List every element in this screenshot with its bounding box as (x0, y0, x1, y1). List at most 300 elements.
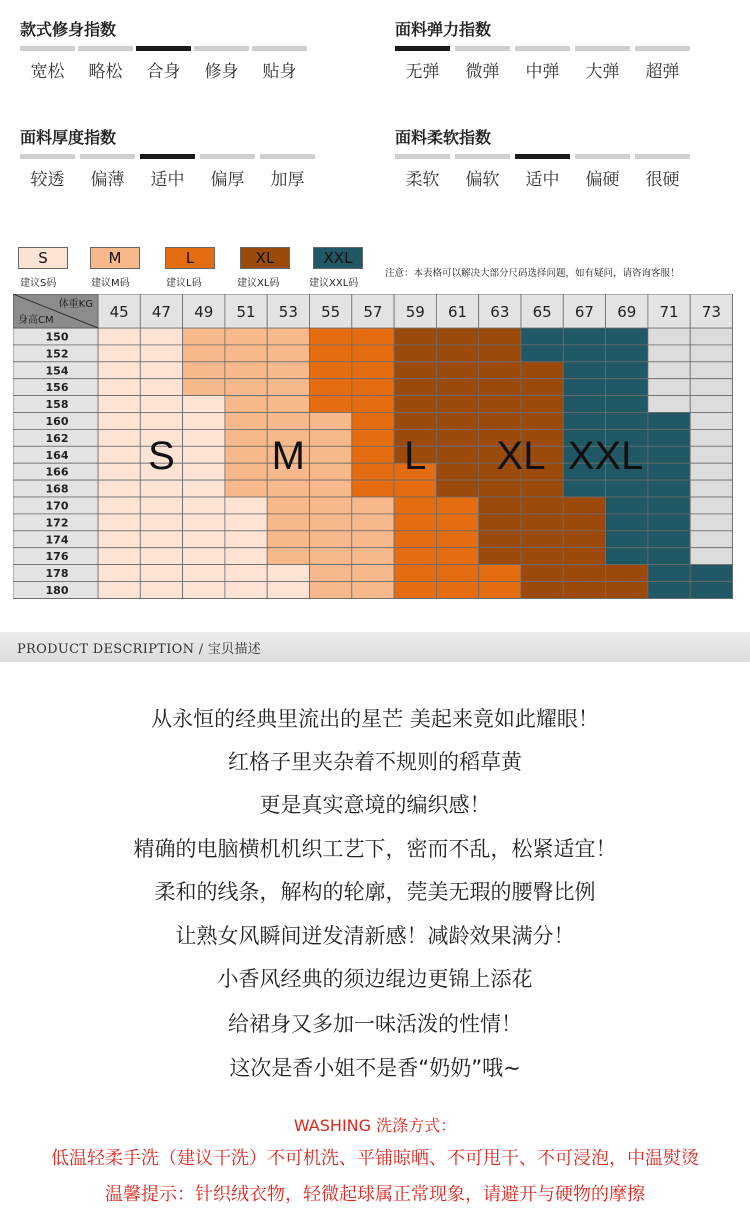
chart-cell (563, 548, 605, 565)
chart-cell (521, 582, 563, 599)
chart-cell (394, 565, 436, 582)
chart-cell (98, 548, 140, 565)
weight-axis-label: 体重KG (58, 299, 93, 310)
chart-cell (690, 379, 732, 396)
chart-cell (606, 497, 648, 514)
chart-cell (98, 429, 140, 446)
height-tick-label: 176 (45, 550, 69, 564)
weight-tick-label: 59 (405, 303, 425, 321)
height-tick-label: 154 (45, 364, 69, 378)
chart-cell (563, 396, 605, 413)
chart-cell (310, 548, 352, 565)
chart-cell (183, 328, 225, 345)
fit-index-bar (136, 46, 191, 51)
chart-cell (140, 582, 182, 599)
thickness-option: 加厚 (270, 170, 305, 190)
chart-cell (98, 565, 140, 582)
stretch-index-title: 面料弹力指数 (395, 20, 492, 39)
weight-tick-label: 45 (109, 303, 129, 321)
stretch-option: 微弹 (465, 62, 500, 82)
fit-index-bar (78, 46, 133, 51)
chart-cell (648, 446, 690, 463)
chart-cell (352, 362, 394, 379)
chart-cell (648, 396, 690, 413)
chart-cell (394, 548, 436, 565)
chart-cell (140, 379, 182, 396)
softness-index-bar (515, 154, 570, 159)
size-swatch-l: L (165, 247, 215, 269)
chart-cell (648, 413, 690, 430)
size-caption-l: 建议L码 (166, 278, 202, 289)
chart-cell (183, 362, 225, 379)
thickness-option: 偏薄 (90, 170, 125, 190)
chart-cell (606, 362, 648, 379)
description-line: 小香风经典的须边绲边更锦上添花 (217, 967, 533, 991)
chart-cell (183, 413, 225, 430)
size-swatch-m: M (90, 247, 140, 269)
chart-cell (394, 480, 436, 497)
stretch-index-bar (515, 46, 570, 51)
chart-cell (479, 345, 521, 362)
chart-cell (606, 565, 648, 582)
chart-cell (394, 345, 436, 362)
chart-cell (310, 446, 352, 463)
chart-cell (648, 379, 690, 396)
chart-cell (140, 328, 182, 345)
chart-cell (606, 413, 648, 430)
chart-cell (563, 345, 605, 362)
height-tick-label: 172 (45, 516, 69, 530)
stretch-index-bar (395, 46, 450, 51)
chart-cell (479, 480, 521, 497)
height-tick-label: 158 (45, 398, 69, 412)
description-line: 精确的电脑横机机织工艺下，密而不乱，松紧适宜！ (133, 837, 617, 861)
description-line: 红格子里夹杂着不规则的稻草黄 (228, 750, 522, 774)
chart-cell (267, 565, 309, 582)
description-line: 更是真实意境的编织感！ (259, 793, 491, 817)
chart-cell (225, 328, 267, 345)
height-tick-label: 166 (45, 465, 69, 479)
chart-cell (183, 379, 225, 396)
weight-tick-label: 69 (617, 303, 637, 321)
size-caption-s: 建议S码 (20, 278, 57, 289)
stretch-option: 中弹 (525, 62, 560, 82)
height-tick-label: 170 (45, 499, 69, 513)
chart-cell (310, 328, 352, 345)
chart-cell (140, 531, 182, 548)
chart-cell (521, 531, 563, 548)
weight-tick-label: 53 (278, 303, 298, 321)
chart-cell (394, 582, 436, 599)
weight-tick-label: 63 (490, 303, 510, 321)
chart-cell (606, 582, 648, 599)
weight-tick-label: 57 (363, 303, 383, 321)
chart-cell (183, 429, 225, 446)
height-tick-label: 164 (45, 448, 69, 462)
chart-cell (690, 548, 732, 565)
fit-index-bar (20, 46, 75, 51)
description-title: PRODUCT DESCRIPTION / 宝贝描述 (17, 642, 262, 657)
chart-cell (436, 548, 478, 565)
stretch-option: 无弹 (405, 62, 440, 82)
chart-cell (479, 396, 521, 413)
chart-cell (183, 497, 225, 514)
height-tick-label: 160 (45, 415, 69, 428)
chart-cell (690, 362, 732, 379)
softness-option: 偏软 (465, 170, 500, 190)
chart-cell (648, 429, 690, 446)
chart-cell (436, 328, 478, 345)
chart-cell (563, 480, 605, 497)
chart-cell (690, 345, 732, 362)
chart-cell (140, 362, 182, 379)
chart-cell (690, 328, 732, 345)
chart-cell (648, 531, 690, 548)
chart-cell (648, 328, 690, 345)
chart-cell (648, 480, 690, 497)
chart-cell (648, 514, 690, 531)
chart-cell (690, 396, 732, 413)
chart-cell (394, 514, 436, 531)
chart-cell (521, 413, 563, 430)
chart-cell (98, 328, 140, 345)
weight-tick-label: 61 (448, 303, 468, 321)
chart-cell (98, 463, 140, 480)
fit-option: 宽松 (30, 62, 65, 82)
chart-cell (267, 345, 309, 362)
chart-cell (183, 480, 225, 497)
chart-cell (606, 328, 648, 345)
washing-title: WASHING 洗涤方式： (293, 1116, 457, 1135)
chart-cell (225, 497, 267, 514)
chart-cell (648, 582, 690, 599)
chart-cell (563, 565, 605, 582)
chart-cell (225, 480, 267, 497)
thickness-option: 较透 (30, 170, 65, 190)
chart-cell (98, 396, 140, 413)
chart-cell (310, 565, 352, 582)
chart-cell (267, 480, 309, 497)
chart-cell (140, 480, 182, 497)
chart-cell (310, 413, 352, 430)
chart-cell (98, 413, 140, 430)
fit-index-title: 款式修身指数 (20, 20, 117, 39)
chart-cell (310, 379, 352, 396)
chart-cell (394, 413, 436, 430)
fit-option: 略松 (88, 62, 123, 82)
fit-option: 贴身 (262, 62, 297, 82)
chart-cell (690, 413, 732, 430)
chart-cell (183, 446, 225, 463)
chart-cell (267, 379, 309, 396)
chart-cell (690, 480, 732, 497)
chart-cell (394, 362, 436, 379)
chart-cell (310, 497, 352, 514)
description-line: 让熟女风瞬间迸发清新感！减龄效果满分！ (175, 924, 575, 948)
chart-cell (436, 565, 478, 582)
chart-cell (267, 328, 309, 345)
chart-cell (606, 548, 648, 565)
chart-cell (183, 396, 225, 413)
chart-cell (648, 362, 690, 379)
description-line: 这次是香小姐不是香“奶奶”哦~ (229, 1056, 521, 1080)
chart-cell (648, 345, 690, 362)
chart-cell (436, 362, 478, 379)
fit-index-bar (252, 46, 307, 51)
chart-cell (521, 497, 563, 514)
chart-cell (479, 497, 521, 514)
chart-cell (479, 328, 521, 345)
chart-cell (98, 446, 140, 463)
chart-cell (267, 497, 309, 514)
chart-cell (690, 497, 732, 514)
weight-tick-label: 47 (151, 303, 171, 321)
size-chart (13, 294, 733, 599)
chart-cell (352, 379, 394, 396)
chart-cell (352, 429, 394, 446)
chart-cell (352, 463, 394, 480)
height-tick-label: 162 (45, 431, 69, 445)
stretch-option: 大弹 (585, 62, 620, 82)
chart-cell (140, 396, 182, 413)
chart-cell (98, 497, 140, 514)
chart-cell (310, 362, 352, 379)
description-line: 给裙身又多加一味活泼的性情！ (228, 1012, 522, 1036)
chart-cell (394, 497, 436, 514)
washing-tip: 温馨提示：针织绒衣物，轻微起球属正常现象，请避开与硬物的摩擦 (105, 1184, 645, 1205)
chart-cell (690, 514, 732, 531)
chart-cell (606, 396, 648, 413)
chart-cell (352, 396, 394, 413)
chart-cell (521, 565, 563, 582)
chart-cell (183, 531, 225, 548)
chart-cell (267, 396, 309, 413)
chart-cell (310, 531, 352, 548)
chart-cell (690, 582, 732, 599)
chart-cell (225, 565, 267, 582)
chart-cell (140, 514, 182, 531)
chart-cell (563, 328, 605, 345)
chart-cell (521, 396, 563, 413)
chart-cell (267, 514, 309, 531)
chart-cell (98, 362, 140, 379)
softness-option: 适中 (525, 170, 560, 190)
chart-cell (183, 463, 225, 480)
chart-cell (436, 396, 478, 413)
chart-cell (479, 531, 521, 548)
chart-cell (352, 446, 394, 463)
softness-index-bar (575, 154, 630, 159)
chart-cell (690, 429, 732, 446)
chart-cell (352, 565, 394, 582)
fit-option: 修身 (204, 62, 239, 82)
chart-cell (225, 362, 267, 379)
chart-cell (394, 531, 436, 548)
thickness-index-bar (80, 154, 135, 159)
chart-cell (183, 548, 225, 565)
chart-cell (225, 463, 267, 480)
size-region-label: L (404, 433, 427, 478)
chart-cell (479, 514, 521, 531)
thickness-index-bar (20, 154, 75, 159)
chart-cell (436, 429, 478, 446)
chart-cell (267, 531, 309, 548)
chart-cell (310, 480, 352, 497)
chart-cell (225, 548, 267, 565)
chart-cell (436, 497, 478, 514)
chart-cell (98, 582, 140, 599)
chart-cell (225, 345, 267, 362)
chart-cell (436, 413, 478, 430)
chart-cell (183, 565, 225, 582)
chart-cell (352, 514, 394, 531)
chart-cell (140, 413, 182, 430)
chart-cell (140, 548, 182, 565)
fit-index-bar (194, 46, 249, 51)
size-swatch-xl: XL (240, 247, 290, 269)
thickness-index-bar (140, 154, 195, 159)
chart-cell (394, 328, 436, 345)
chart-cell (183, 582, 225, 599)
chart-cell (436, 531, 478, 548)
chart-cell (436, 582, 478, 599)
chart-cell (563, 497, 605, 514)
chart-cell (648, 463, 690, 480)
chart-cell (563, 413, 605, 430)
chart-cell (436, 446, 478, 463)
chart-cell (690, 565, 732, 582)
chart-cell (563, 379, 605, 396)
chart-cell (310, 429, 352, 446)
chart-cell (310, 345, 352, 362)
size-caption-xxl: 建议XXL码 (309, 278, 359, 289)
chart-cell (648, 565, 690, 582)
softness-option: 很硬 (645, 170, 680, 190)
chart-cell (690, 531, 732, 548)
chart-cell (140, 497, 182, 514)
softness-option: 柔软 (405, 170, 440, 190)
chart-cell (267, 582, 309, 599)
chart-cell (98, 514, 140, 531)
weight-tick-label: 51 (236, 303, 256, 321)
description-line: 柔和的线条，解构的轮廓，莞美无瑕的腰臀比例 (154, 880, 596, 904)
chart-cell (225, 396, 267, 413)
chart-cell (521, 514, 563, 531)
chart-cell (690, 463, 732, 480)
size-swatch-xxl: XXL (313, 247, 363, 269)
chart-cell (479, 413, 521, 430)
chart-cell (352, 480, 394, 497)
chart-cell (563, 582, 605, 599)
chart-cell (140, 565, 182, 582)
stretch-option: 超弹 (645, 62, 680, 82)
chart-cell (140, 345, 182, 362)
height-axis-label: 身高CM (18, 315, 54, 326)
chart-cell (352, 497, 394, 514)
chart-cell (436, 345, 478, 362)
softness-index-bar (635, 154, 690, 159)
chart-cell (310, 582, 352, 599)
chart-cell (352, 548, 394, 565)
stretch-index-bar (575, 46, 630, 51)
chart-cell (563, 362, 605, 379)
chart-cell (436, 480, 478, 497)
size-region-label: XXL (567, 433, 644, 478)
softness-option: 偏硬 (585, 170, 620, 190)
size-region-label: S (148, 433, 175, 478)
chart-cell (267, 362, 309, 379)
chart-cell (521, 480, 563, 497)
height-tick-label: 180 (45, 584, 69, 597)
chart-cell (225, 413, 267, 430)
chart-cell (606, 480, 648, 497)
chart-cell (98, 345, 140, 362)
chart-cell (98, 480, 140, 497)
chart-cell (310, 396, 352, 413)
chart-cell (479, 565, 521, 582)
chart-cell (352, 413, 394, 430)
height-tick-label: 150 (45, 330, 69, 344)
chart-cell (183, 345, 225, 362)
chart-cell (521, 379, 563, 396)
stretch-index-bar (455, 46, 510, 51)
chart-cell (648, 548, 690, 565)
chart-cell (648, 497, 690, 514)
chart-cell (606, 345, 648, 362)
chart-cell (606, 514, 648, 531)
chart-cell (606, 379, 648, 396)
weight-tick-label: 73 (701, 303, 721, 321)
height-tick-label: 178 (45, 567, 69, 581)
chart-cell (521, 362, 563, 379)
chart-cell (98, 379, 140, 396)
height-tick-label: 152 (45, 347, 69, 361)
chart-cell (225, 514, 267, 531)
height-tick-label: 168 (45, 482, 69, 496)
chart-cell (352, 531, 394, 548)
chart-cell (98, 531, 140, 548)
size-caption-xl: 建议XL码 (237, 278, 280, 289)
size-notice: 注意：本表格可以解决大部分尺码选择问题，如有疑问，请咨询客服！ (385, 268, 680, 279)
weight-tick-label: 71 (659, 303, 679, 321)
thickness-option: 偏厚 (210, 170, 245, 190)
chart-cell (225, 379, 267, 396)
description-line: 从永恒的经典里流出的星芒 美起来竟如此耀眼！ (151, 707, 599, 731)
height-tick-label: 156 (45, 381, 69, 395)
chart-cell (183, 514, 225, 531)
chart-cell (352, 328, 394, 345)
washing-instruction: 低温轻柔手洗（建议干洗）不可机洗、平铺晾晒、不可甩干、不可浸泡，中温熨烫 (51, 1148, 699, 1169)
chart-cell (436, 379, 478, 396)
chart-cell (352, 582, 394, 599)
chart-cell (225, 429, 267, 446)
chart-cell (352, 345, 394, 362)
chart-cell (310, 463, 352, 480)
chart-cell (479, 582, 521, 599)
chart-cell (436, 514, 478, 531)
chart-cell (310, 514, 352, 531)
chart-cell (394, 379, 436, 396)
size-caption-m: 建议M码 (91, 278, 130, 289)
chart-cell (225, 446, 267, 463)
chart-cell (521, 548, 563, 565)
thickness-index-title: 面料厚度指数 (20, 128, 117, 147)
thickness-option: 适中 (150, 170, 185, 190)
chart-cell (225, 531, 267, 548)
size-region-label: XL (496, 433, 546, 478)
chart-cell (521, 328, 563, 345)
chart-cell (267, 548, 309, 565)
